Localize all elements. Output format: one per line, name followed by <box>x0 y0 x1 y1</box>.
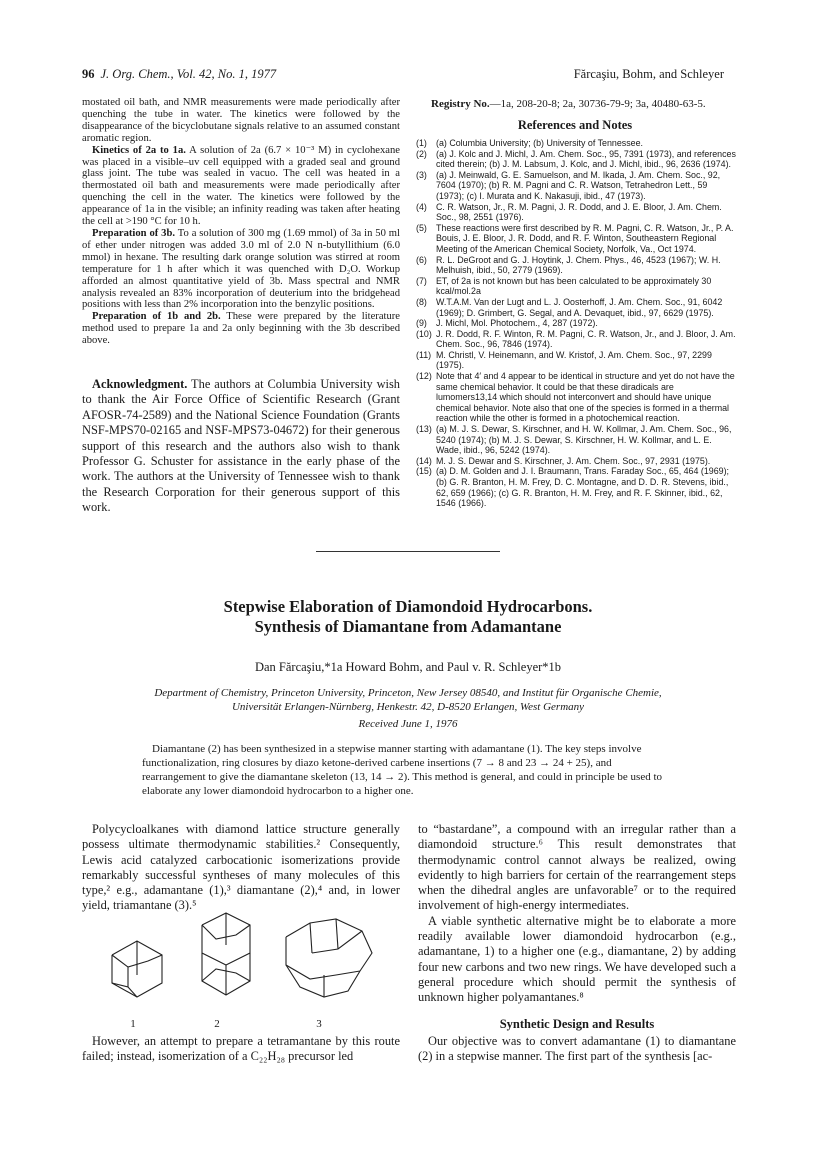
acknowledgment-text: The authors at Columbia University wish to thank the Air Force Office of Scientific Research (Grant AFOSR-74-2589) and the National Science Foundation (Grants NSF-MPS70-02165 and NSF-MPS73-04672) for their generous support of this research and the authors also wish to thank Professor G. Schuster for assistance in the early phase of the work. The authors at the University of Tennessee wish to thank the Research Corporation for their generous support of this work. <box>82 377 400 515</box>
reference-number: (12) <box>416 371 432 382</box>
acknowledgment <box>82 377 400 516</box>
reference-number: (14) <box>416 455 432 466</box>
page-number: 96 <box>82 67 95 81</box>
reference-item <box>416 466 736 508</box>
reference-item <box>416 329 736 350</box>
body-left-intro <box>82 822 400 914</box>
received-date: Received June 1, 1976 <box>358 718 458 730</box>
reference-item <box>416 276 736 297</box>
affiliation-line: Universität Erlangen-Nürnberg, Henkestr. 42, D-8520 Erlangen, West Germany <box>231 701 585 713</box>
reference-text: R. L. DeGroot and G. J. Hoytink, J. Chem. Phys., 46, 4523 (1967); W. H. Melhuish, ibid., 50, 2779 (1969). <box>436 254 721 276</box>
reference-item <box>416 318 736 329</box>
compound-label: 2 <box>214 1018 220 1030</box>
journal-citation: J. Org. Chem., Vol. 42, No. 1, 1977 <box>100 67 277 81</box>
reference-item <box>416 223 736 255</box>
reference-number: (6) <box>416 254 427 265</box>
abstract-text: Diamantane (2) has been synthesized in a stepwise manner starting with adamantane (1). The key steps involve functionalization, ring closures by diazo ketone-derived carbene insertions (7 → 8 and 23 → 24 + 25), and rearrangement to give the diamantane skeleton (13, 14 → 2). This method is general, and could in principle be used to elaborate any lower diamondoid hydrocarbon to a higher one. <box>142 743 663 797</box>
paragraph-text: A solution of 2a (6.7 × 10⁻³ M) in cyclohexane was placed in a visible–uv cell equipped with a graded seal and ground glass joint. The tube was sealed in vacuo. The cell was heated in a thermostated oil bath and measurements were made periodically after quenching the cell in the water. The kinetics were followed by the appearance of 1a in the visible; an infinity reading was taken after heating the cell at >190 °C for 10 h. <box>82 144 400 228</box>
reference-number: (2) <box>416 148 427 159</box>
reference-text: W.T.A.M. Van der Lugt and L. J. Oosterhoff, J. Am. Chem. Soc., 91, 6042 (1969); D. Grimbert, G. Segal, and A. Devaquet, ibid., 97, 6629 (1975). <box>436 296 723 318</box>
reference-number: (10) <box>416 328 432 339</box>
paragraph-heading: Kinetics of 2a to 1a. <box>92 144 186 156</box>
reference-text: C. R. Watson, Jr., R. M. Pagni, J. R. Dodd, and J. E. Bloor, J. Am. Chem. Soc., 98, 2551 (1976). <box>436 201 722 223</box>
reference-item <box>416 424 736 456</box>
article-title-line: Synthesis of Diamantane from Adamantane <box>254 617 562 636</box>
body-paragraph: Polycycloalkanes with diamond lattice structure generally possess ultimate thermodynamic stabilities.² Consequently, Lewis acid catalyzed carbocationic isomerizations provide remarkably successful syntheses of many molecules of this type,² e.g., adamantane (1),³ diamantane (2),⁴ and, in lower yield, triamantane (3).⁵ <box>82 822 400 913</box>
reference-text: (a) Columbia University; (b) University of Tennessee. <box>436 138 643 148</box>
paragraph-heading: Preparation of 3b. <box>92 227 176 239</box>
body-paragraph: However, an attempt to prepare a tetramantane by this route failed; instead, isomerization of a C₂₂H₂₈ precursor led <box>82 1034 400 1064</box>
acknowledgment-heading: Acknowledgment. <box>92 377 188 391</box>
compound-label: 1 <box>130 1018 136 1030</box>
paragraph-heading: Preparation of 1b and 2b. <box>92 311 221 323</box>
section-heading: Synthetic Design and Results <box>499 1017 655 1031</box>
body-left-continued <box>82 1034 400 1065</box>
reference-number: (15) <box>416 466 432 477</box>
triamantane-structure-drawing <box>286 919 372 997</box>
reference-text: M. Christl, V. Heinemann, and W. Kristof, J. Am. Chem. Soc., 97, 2299 (1975). <box>436 349 712 371</box>
article-title <box>0 597 816 637</box>
article-affiliation <box>90 686 726 714</box>
reference-item <box>416 202 736 223</box>
article-authors: Dan Fărcaşiu,*1a Howard Bohm, and Paul v. R. Schleyer*1b <box>254 660 562 674</box>
reference-number: (1) <box>416 138 427 148</box>
registry-text: —1a, 208-20-8; 2a, 30736-79-9; 3a, 40480-63-5. <box>489 98 706 110</box>
reference-text: (a) J. Meinwald, G. E. Samuelson, and M. Ikada, J. Am. Chem. Soc., 92, 7604 (1970); (b) R. M. Pagni and C. R. Watson, Tetrahedron Lett., 59 (1973); (c) I. Murata and K. Nakasuji, ibid., 47 (1973). <box>436 169 721 201</box>
article-title-line: Stepwise Elaboration of Diamondoid Hydrocarbons. <box>223 597 593 616</box>
reference-number: (4) <box>416 201 427 212</box>
reference-item <box>416 350 736 371</box>
paragraph-text: These were prepared by the literature method used to prepare 1a and 2a only beginning with the 3b described above. <box>82 311 400 347</box>
reference-item <box>416 297 736 318</box>
references-list <box>416 138 736 509</box>
experimental-paragraph <box>82 145 400 228</box>
reference-text: These reactions were first described by R. M. Pagni, C. R. Watson, Jr., P. A. Bouis, J. E. Bloor, J. R. Dodd, and R. F. Winton, Southeastern Regional Meeting of the American Chemical Society, Norfolk, Va., Oct 1974. <box>436 222 734 254</box>
diamantane-structure-drawing <box>202 913 250 995</box>
paragraph-text: To a solution of 300 mg (1.69 mmol) of 3a in 50 ml of ether under nitrogen was added 3.0 ml of 2.0 N n-butyllithium (6.0 mmol) in hexane. The resulting dark orange solution was stirred at room temperature for 1 h after which it was quenched with D₂O. Workup afforded an almost quantitative yield of 3b. Mass spectral and NMR analysis revealed an 83% incorporation of deuterium into the bridgehead positions with less than 2% incorporation into the benzylic positions. <box>82 227 400 311</box>
reference-text: J. Michl, Mol. Photochem., 4, 287 (1972). <box>436 318 598 329</box>
reference-text: ET, of 2a is not known but has been calculated to be approximately 30 kcal/mol.2a <box>436 275 712 297</box>
body-right-continued <box>418 1034 736 1065</box>
reference-number: (7) <box>416 275 427 286</box>
registry-numbers <box>431 98 741 110</box>
experimental-paragraph <box>82 311 400 347</box>
running-header-left <box>82 67 276 82</box>
abstract <box>142 742 676 798</box>
reference-item <box>416 138 736 149</box>
experimental-column <box>82 97 400 347</box>
adamantane-structure-drawing <box>112 941 162 997</box>
reference-text: (a) M. J. S. Dewar, S. Kirschner, and H. W. Kollmar, J. Am. Chem. Soc., 96, 5240 (1974); (b) M. J. S. Dewar, S. Kirschner, H. W. Kollmar, and L. E. Wade, ibid., 96, 5242 (1974). <box>436 424 732 456</box>
reference-number: (5) <box>416 222 427 233</box>
reference-number: (13) <box>416 424 432 435</box>
reference-item <box>416 456 736 467</box>
section-divider <box>316 551 500 552</box>
body-right-column <box>418 822 736 1006</box>
references-title: References and Notes <box>517 118 633 132</box>
registry-heading: Registry No. <box>431 98 490 110</box>
reference-item <box>416 170 736 202</box>
compound-label: 3 <box>316 1018 322 1030</box>
reference-item <box>416 149 736 170</box>
reference-item <box>416 371 736 424</box>
structure-drawings <box>90 905 390 1010</box>
reference-number: (9) <box>416 318 427 329</box>
reference-item <box>416 255 736 276</box>
acknowledgment-paragraph <box>82 377 400 516</box>
affiliation-line: Department of Chemistry, Princeton University, Princeton, New Jersey 08540, and Institut für Organische Chemie, <box>154 687 662 699</box>
reference-number: (3) <box>416 169 427 180</box>
body-paragraph: A viable synthetic alternative might be to elaborate a more readily available lower diamondoid hydrocarbon (e.g., adamantane, 1) to a higher one (e.g., diamantane, 2) by adding four new carbons and two new rings. We have developed such a general procedure which should permit the synthesis of unknown higher polyamantanes.⁸ <box>418 913 736 1005</box>
reference-text: (a) J. Kolc and J. Michl, J. Am. Chem. Soc., 95, 7391 (1973), and references cited therein; (b) J. M. Labsum, J. Kolc, and J. Michl, ibid., 96, 2636 (1974). <box>436 148 736 170</box>
running-header-authors: Fărcaşiu, Bohm, and Schleyer <box>573 67 724 81</box>
reference-text: Note that 4′ and 4 appear to be identical in structure and yet do not have the same chemical behavior. It could be that these diradicals are lumomers13,14 which should not interconvert and should have unique chemical behavior. Note also that one of the species is formed in a thermal reaction while the other is formed in a photochemical reaction. <box>436 371 735 424</box>
body-paragraph: to “bastardane”, a compound with an irregular rather than a diamondoid structure.⁶ This result demonstrates that thermodynamic control cannot always be realized, owing evidently to high barriers for certain of the rearrangement steps when the dihedral angles are unfavorable⁷ or to the required involvement of high-energy intermediates. <box>418 822 736 913</box>
experimental-paragraph: mostated oil bath, and NMR measurements were made periodically after quenching the tube in water. The kinetics were followed by the disappearance of the bicyclobutane signals relative to an assumed constant aromatic region. <box>82 97 400 144</box>
reference-number: (8) <box>416 296 427 307</box>
body-paragraph: Our objective was to convert adamantane (1) to diamantane (2) in a stepwise manner. The first part of the synthesis [ac- <box>418 1034 736 1064</box>
reference-text: (a) D. M. Golden and J. I. Braumann, Trans. Faraday Soc., 65, 464 (1969); (b) G. R. Branton, H. M. Frey, D. C. Montagne, and D. D. R. Stevens, ibid., 62, 659 (1966); (c) G. R. Branton, H. M. Frey, and R. F. Skinner, ibid., 62, 1546 (1966). <box>436 466 730 509</box>
reference-number: (11) <box>416 349 432 360</box>
experimental-paragraph <box>82 228 400 311</box>
reference-text: M. J. S. Dewar and S. Kirschner, J. Am. Chem. Soc., 97, 2931 (1975). <box>436 455 711 466</box>
reference-text: J. R. Dodd, R. F. Winton, R. M. Pagni, C. R. Watson, Jr., and J. Bloor, J. Am. Chem. Soc., 96, 7846 (1974). <box>436 328 736 350</box>
